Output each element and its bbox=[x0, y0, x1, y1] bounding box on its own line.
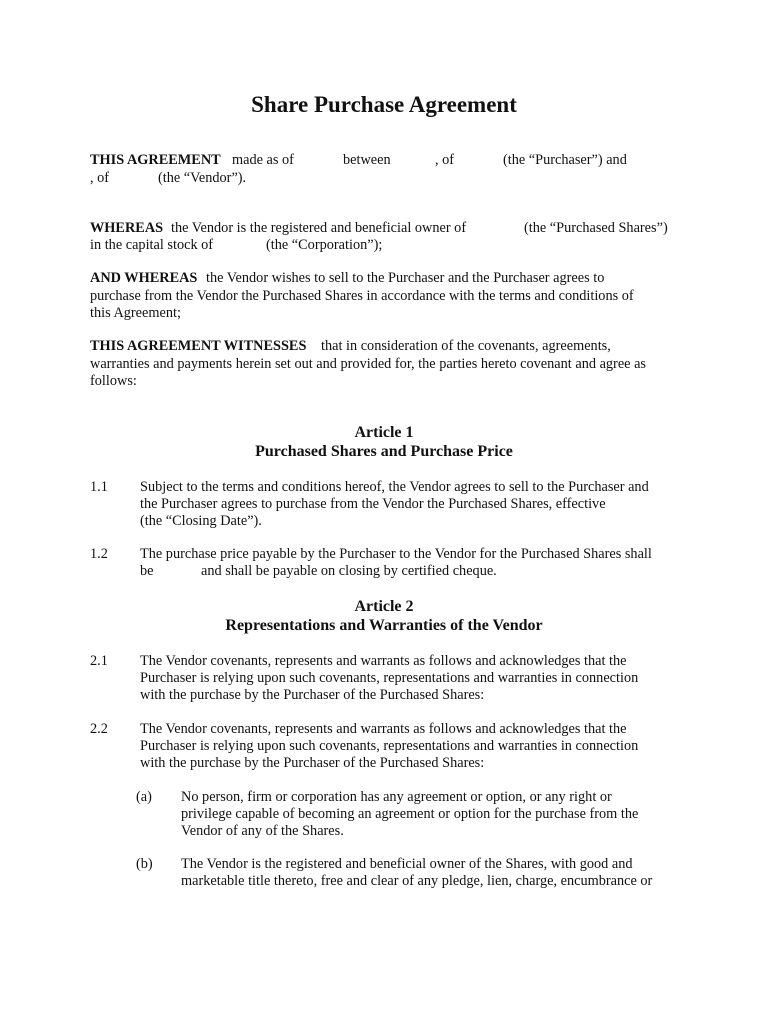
clause-1-2-line: be bbox=[140, 563, 154, 579]
witnesses-line2: warranties and payments herein set out and provided for, the parties hereto covenant and agree as bbox=[90, 356, 646, 372]
clause-2-1-number: 2.1 bbox=[90, 653, 108, 669]
subclause-a-line: privilege capable of becoming an agreement or option for the purchase from the bbox=[181, 806, 639, 822]
clause-2-1-text bbox=[140, 653, 685, 704]
intro-of-1: , of bbox=[435, 152, 455, 168]
clause-2-1-line: with the purchase by the Purchaser of the Purchased Shares: bbox=[140, 687, 485, 703]
intro-purchaser-def: (the “Purchaser”) and bbox=[503, 152, 627, 168]
clause-2-2-text bbox=[140, 721, 685, 772]
clause-2-2-line: The Vendor covenants, represents and warrants as follows and acknowledges that the bbox=[140, 721, 627, 737]
article-1-title: Purchased Shares and Purchase Price bbox=[255, 443, 513, 460]
clause-1-2-line: The purchase price payable by the Purchaser to the Vendor for the Purchased Shares shall bbox=[140, 546, 652, 562]
clause-2-2-number: 2.2 bbox=[90, 721, 108, 737]
whereas-2-line3: this Agreement; bbox=[90, 305, 181, 321]
witnesses-lead: THIS AGREEMENT WITNESSES bbox=[90, 338, 307, 354]
clause-2-2-line: Purchaser is relying upon such covenants, representations and warranties in connection bbox=[140, 738, 639, 754]
subclause-a-text bbox=[181, 789, 681, 840]
clause-2-1-line: Purchaser is relying upon such covenants, representations and warranties in connection bbox=[140, 670, 639, 686]
whereas-1-line1: the Vendor is the registered and beneficial owner of bbox=[171, 220, 467, 236]
article-1-number: Article 1 bbox=[354, 424, 414, 441]
whereas-1-line2: in the capital stock of bbox=[90, 237, 214, 253]
intro-between: between bbox=[343, 152, 391, 168]
subclause-b-text bbox=[181, 856, 681, 890]
witnesses-line3: follows: bbox=[90, 373, 137, 389]
document-title: Share Purchase Agreement bbox=[251, 92, 517, 117]
clause-1-1-number: 1.1 bbox=[90, 479, 108, 495]
subclause-b-number: (b) bbox=[136, 856, 153, 872]
intro-made-as-of: made as of bbox=[232, 152, 294, 168]
article-2-number: Article 2 bbox=[354, 598, 414, 615]
clause-1-1-line: Subject to the terms and conditions hereof, the Vendor agrees to sell to the Purchaser and bbox=[140, 479, 649, 495]
clause-2-2-line: with the purchase by the Purchaser of the Purchased Shares: bbox=[140, 755, 485, 771]
witnesses-line1: that in consideration of the covenants, agreements, bbox=[321, 338, 611, 354]
subclause-a-line: Vendor of any of the Shares. bbox=[181, 823, 344, 839]
clause-2-1-line: The Vendor covenants, represents and warrants as follows and acknowledges that the bbox=[140, 653, 627, 669]
intro-vendor-def: (the “Vendor”). bbox=[158, 170, 247, 186]
whereas-1-purchased-shares: (the “Purchased Shares”) bbox=[524, 220, 668, 236]
subclause-b-line: The Vendor is the registered and beneficial owner of the Shares, with good and bbox=[181, 856, 633, 872]
clause-1-1-line: the Purchaser agrees to purchase from the Vendor the Purchased Shares, effective bbox=[140, 496, 606, 512]
whereas-1-lead: WHEREAS bbox=[90, 220, 164, 236]
clause-1-1-line: (the “Closing Date”). bbox=[140, 513, 262, 529]
clause-1-2-text bbox=[140, 546, 685, 563]
subclause-a-number: (a) bbox=[136, 789, 152, 805]
clause-1-1-text bbox=[140, 479, 685, 530]
subclause-b-line: marketable title thereto, free and clear of any pledge, lien, charge, encumbrance or bbox=[181, 873, 653, 889]
subclause-a-line: No person, firm or corporation has any agreement or option, or any right or bbox=[181, 789, 612, 805]
intro-lead: THIS AGREEMENT bbox=[90, 152, 221, 168]
whereas-2-lead: AND WHEREAS bbox=[90, 270, 198, 286]
intro-of-2: , of bbox=[90, 170, 110, 186]
article-2-title: Representations and Warranties of the Vendor bbox=[225, 617, 543, 634]
whereas-1-corporation: (the “Corporation”); bbox=[266, 237, 383, 253]
whereas-2-line2: purchase from the Vendor the Purchased Shares in accordance with the terms and conditions of bbox=[90, 288, 634, 304]
whereas-2-line1: the Vendor wishes to sell to the Purchaser and the Purchaser agrees to bbox=[206, 270, 605, 286]
clause-1-2-line: and shall be payable on closing by certified cheque. bbox=[201, 563, 497, 579]
clause-1-2-number: 1.2 bbox=[90, 546, 108, 562]
